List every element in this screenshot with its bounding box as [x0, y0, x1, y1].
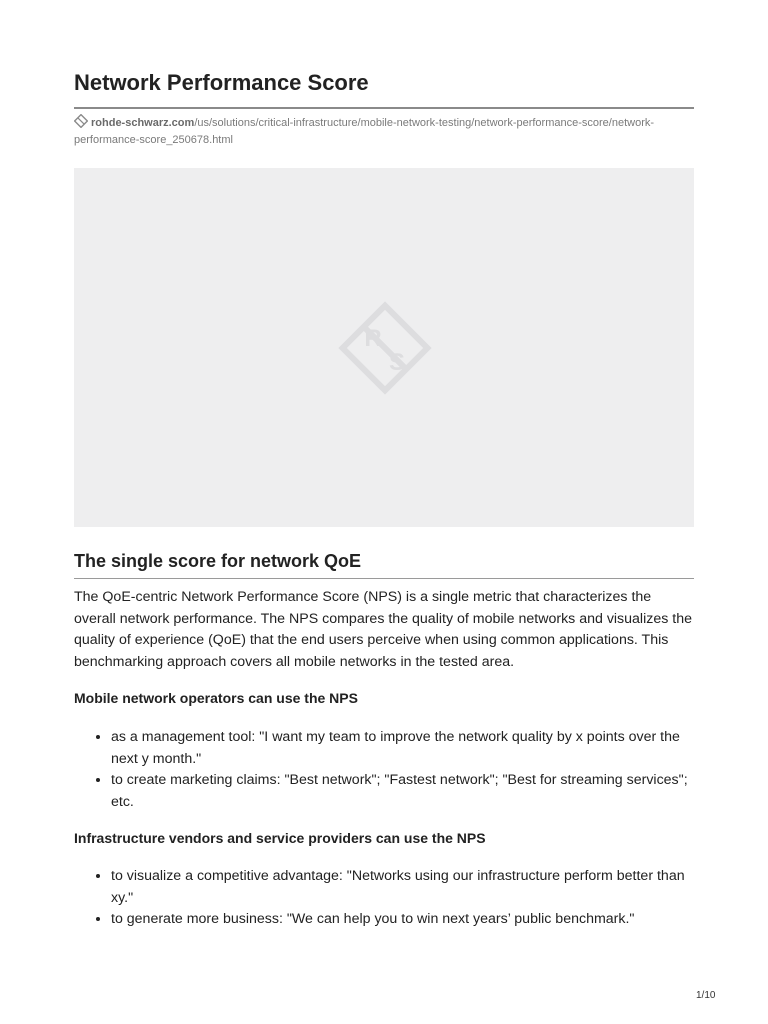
source-url[interactable]: [74, 114, 694, 148]
page-number: 1/10: [696, 990, 716, 1001]
rohde-schwarz-logo: [335, 298, 435, 398]
list-item: • to visualize a competitive advantage: "Networks using our infrastructure perform better than xy.": [111, 866, 694, 909]
section-divider: [74, 578, 694, 579]
operators-subheading: Mobile network operators can use the NPS: [74, 690, 358, 706]
list-item: • as a management tool: "I want my team to improve the network quality by x points over the next y month.": [111, 727, 694, 770]
page-title: Network Performance Score: [74, 70, 369, 95]
list-item: • to create marketing claims: "Best network"; "Fastest network"; "Best for streaming services"; etc.: [111, 770, 694, 813]
list-item: • to generate more business: "We can help you to win next years’ public benchmark.": [111, 909, 694, 931]
source-path: /us/solutions/critical-infrastructure/mobile-network-testing/network-performance-score/network-performance-score_250678.html: [74, 117, 655, 146]
intro-paragraph: The QoE-centric Network Performance Score (NPS) is a single metric that characterizes the overall network performance. The NPS compares the quality of mobile networks and visualizes the quality of experience (QoE) that the end users perceive when using common applications. This benchmarking approach covers all mobile networks in the tested area.: [74, 589, 692, 670]
source-domain: rohde-schwarz.com: [91, 117, 195, 129]
operators-list: [74, 727, 694, 813]
hero-image-placeholder: [74, 168, 694, 527]
vendors-list: [74, 866, 694, 931]
logo-letter-s: S: [388, 349, 406, 376]
section-heading: The single score for network QoE: [74, 551, 362, 571]
logo-letter-r: R: [364, 325, 382, 352]
title-divider: [74, 107, 694, 109]
rohde-schwarz-logo-icon: [74, 114, 88, 133]
vendors-subheading: Infrastructure vendors and service providers can use the NPS: [74, 830, 486, 846]
